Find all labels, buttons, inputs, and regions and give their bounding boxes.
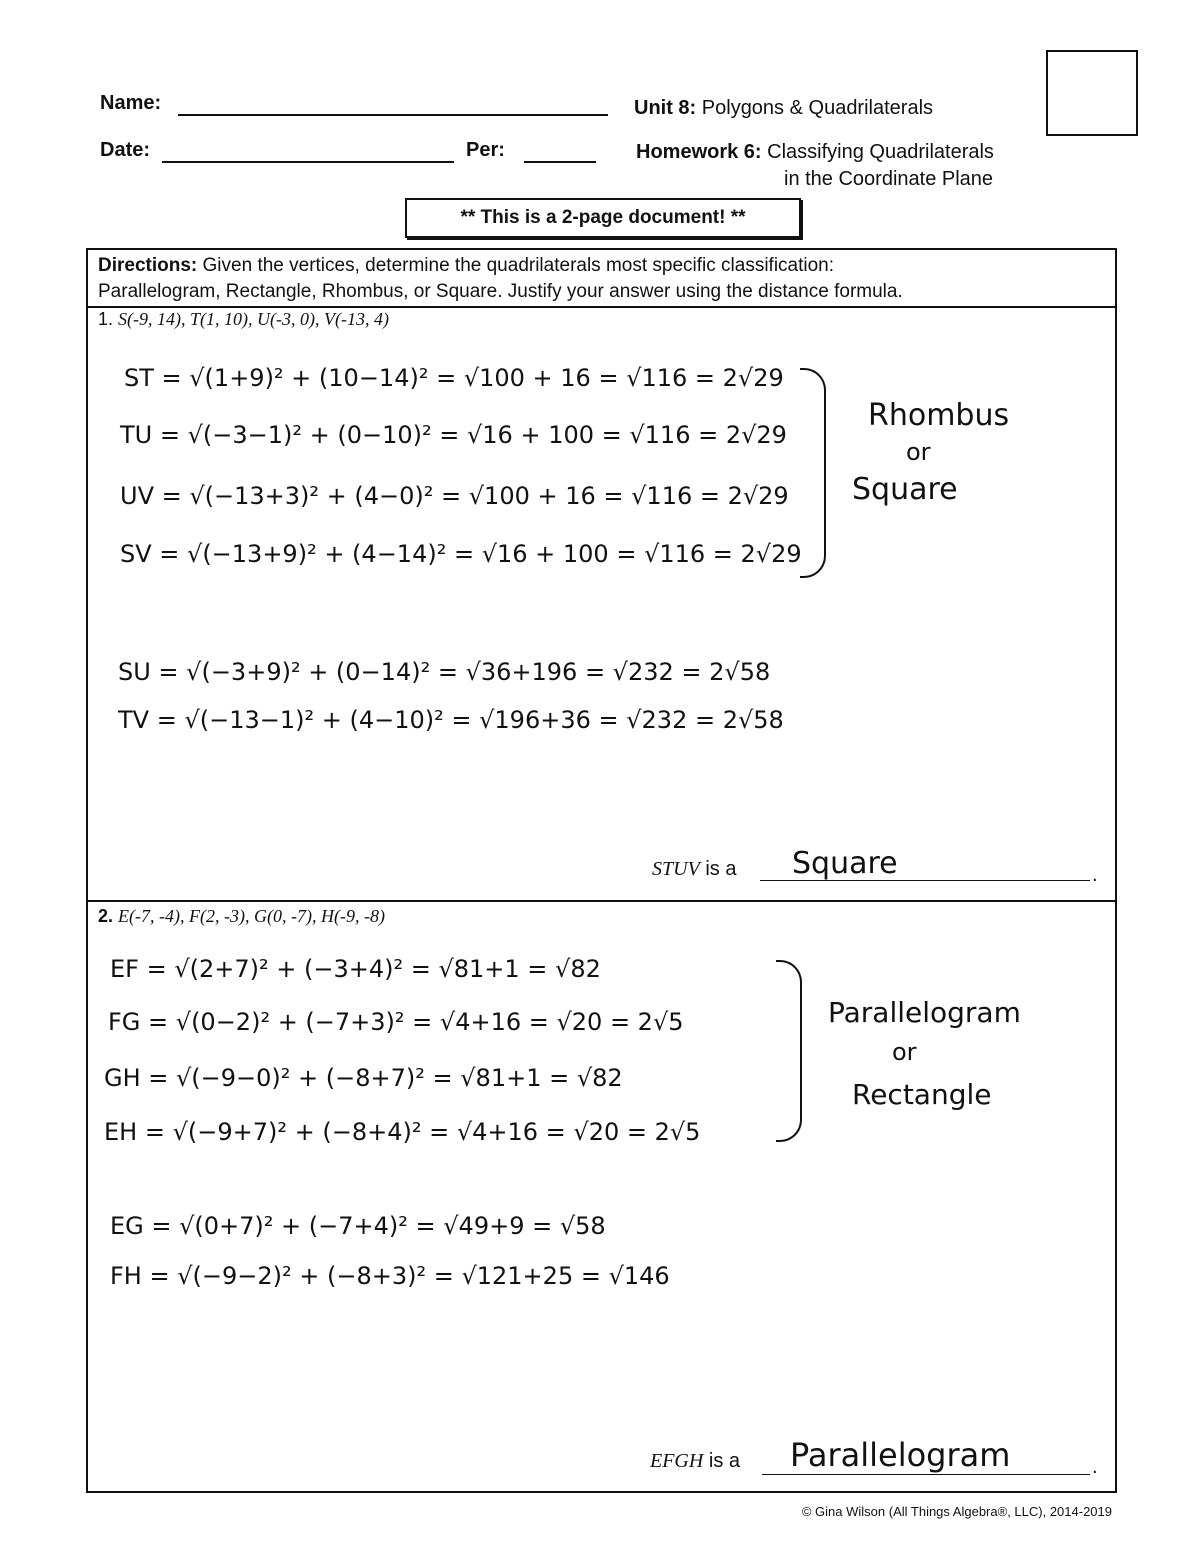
p2-answer-mid: is a: [708, 1450, 741, 1472]
p2-brace-top: [776, 960, 802, 1050]
p1-diagonal-su: SU = √(−3+9)² + (0−14)² = √36+196 = √232 = 2√58: [118, 658, 771, 686]
p1-answer: Square: [792, 846, 898, 881]
p1-work-tu: TU = √(−3−1)² + (0−10)² = √16 + 100 = √116 = 2√29: [120, 421, 787, 449]
p1-diagonal-tv: TV = √(−13−1)² + (4−10)² = √196+36 = √232 = 2√58: [118, 706, 784, 734]
p1-conclusion-line2: or: [906, 438, 931, 466]
unit-title: Polygons & Quadrilaterals: [701, 97, 934, 119]
p2-work-fg: FG = √(0−2)² + (−7+3)² = √4+16 = √20 = 2√5: [108, 1008, 684, 1036]
per-label: Per:: [466, 139, 505, 161]
notice-text: ** This is a 2-page document! **: [460, 207, 746, 228]
name-line[interactable]: [178, 114, 608, 116]
p1-work-st: ST = √(1+9)² + (10−14)² = √100 + 16 = √116 = 2√29: [124, 364, 784, 392]
p2-answer: Parallelogram: [790, 1436, 1011, 1474]
p2-brace-bottom: [776, 1048, 802, 1142]
p2-conclusion-line3: Rectangle: [852, 1078, 992, 1111]
homework-title-line1: Classifying Quadrilaterals: [767, 141, 994, 163]
problem1-number: 1.: [98, 309, 114, 329]
p2-work-eh: EH = √(−9+7)² + (−8+4)² = √4+16 = √20 = 2√5: [104, 1118, 701, 1146]
homework-label: Homework 6:: [636, 141, 762, 163]
p2-diagonal-fh: FH = √(−9−2)² + (−8+3)² = √121+25 = √146: [110, 1262, 670, 1290]
directions-label: Directions:: [98, 255, 198, 276]
p2-answer-prefix: EFGH: [650, 1450, 704, 1472]
name-label: Name:: [100, 92, 162, 114]
problem1-header: [98, 309, 389, 330]
p1-conclusion-line1: Rhombus: [868, 398, 1010, 433]
score-box[interactable]: [1046, 50, 1138, 136]
problem-divider: [86, 900, 1115, 902]
notice-box: [405, 198, 801, 238]
p1-conclusion-line3: Square: [852, 472, 958, 507]
p1-work-uv: UV = √(−13+3)² + (4−0)² = √100 + 16 = √116 = 2√29: [120, 482, 789, 510]
p2-answer-period: .: [1092, 1456, 1098, 1478]
directions-line2: Parallelogram, Rectangle, Rhombus, or Square. Justify your answer using the distance formula.: [98, 281, 903, 302]
copyright-footer: © Gina Wilson (All Things Algebra®, LLC), 2014-2019: [801, 1504, 1112, 1519]
unit-label: Unit 8:: [634, 97, 697, 119]
p2-work-ef: EF = √(2+7)² + (−3+4)² = √81+1 = √82: [110, 955, 601, 983]
date-line[interactable]: [162, 161, 454, 163]
problem2-vertices: E(-7, -4), F(2, -3), G(0, -7), H(-9, -8): [118, 906, 385, 926]
unit-heading: [634, 97, 933, 120]
p2-conclusion-line1: Parallelogram: [828, 996, 1021, 1029]
p2-diagonal-eg: EG = √(0+7)² + (−7+4)² = √49+9 = √58: [110, 1212, 606, 1240]
p1-answer-prefix: STUV: [652, 858, 700, 880]
p2-answer-line[interactable]: [762, 1474, 1090, 1475]
directions-line1: Given the vertices, determine the quadrilaterals most specific classification:: [202, 255, 835, 276]
p2-conclusion-line2: or: [892, 1038, 917, 1066]
problem1-vertices: S(-9, 14), T(1, 10), U(-3, 0), V(-13, 4): [118, 309, 389, 329]
p2-answer-row: [650, 1450, 740, 1473]
homework-heading: [636, 141, 994, 164]
p1-brace-bottom: [800, 464, 826, 578]
directions-divider: [86, 306, 1115, 308]
p1-answer-row: [652, 858, 736, 881]
p1-answer-mid: is a: [705, 858, 737, 880]
directions: [98, 253, 903, 305]
date-label: Date:: [100, 139, 151, 161]
p1-brace-top: [800, 368, 826, 466]
problem2-header: [98, 906, 385, 927]
p1-work-sv: SV = √(−13+9)² + (4−14)² = √16 + 100 = √116 = 2√29: [120, 540, 802, 568]
per-line[interactable]: [524, 161, 596, 163]
p2-work-gh: GH = √(−9−0)² + (−8+7)² = √81+1 = √82: [104, 1064, 623, 1092]
p1-answer-period: .: [1092, 864, 1098, 886]
problem2-number: 2.: [98, 906, 114, 926]
homework-title-line2: in the Coordinate Plane: [784, 168, 994, 190]
